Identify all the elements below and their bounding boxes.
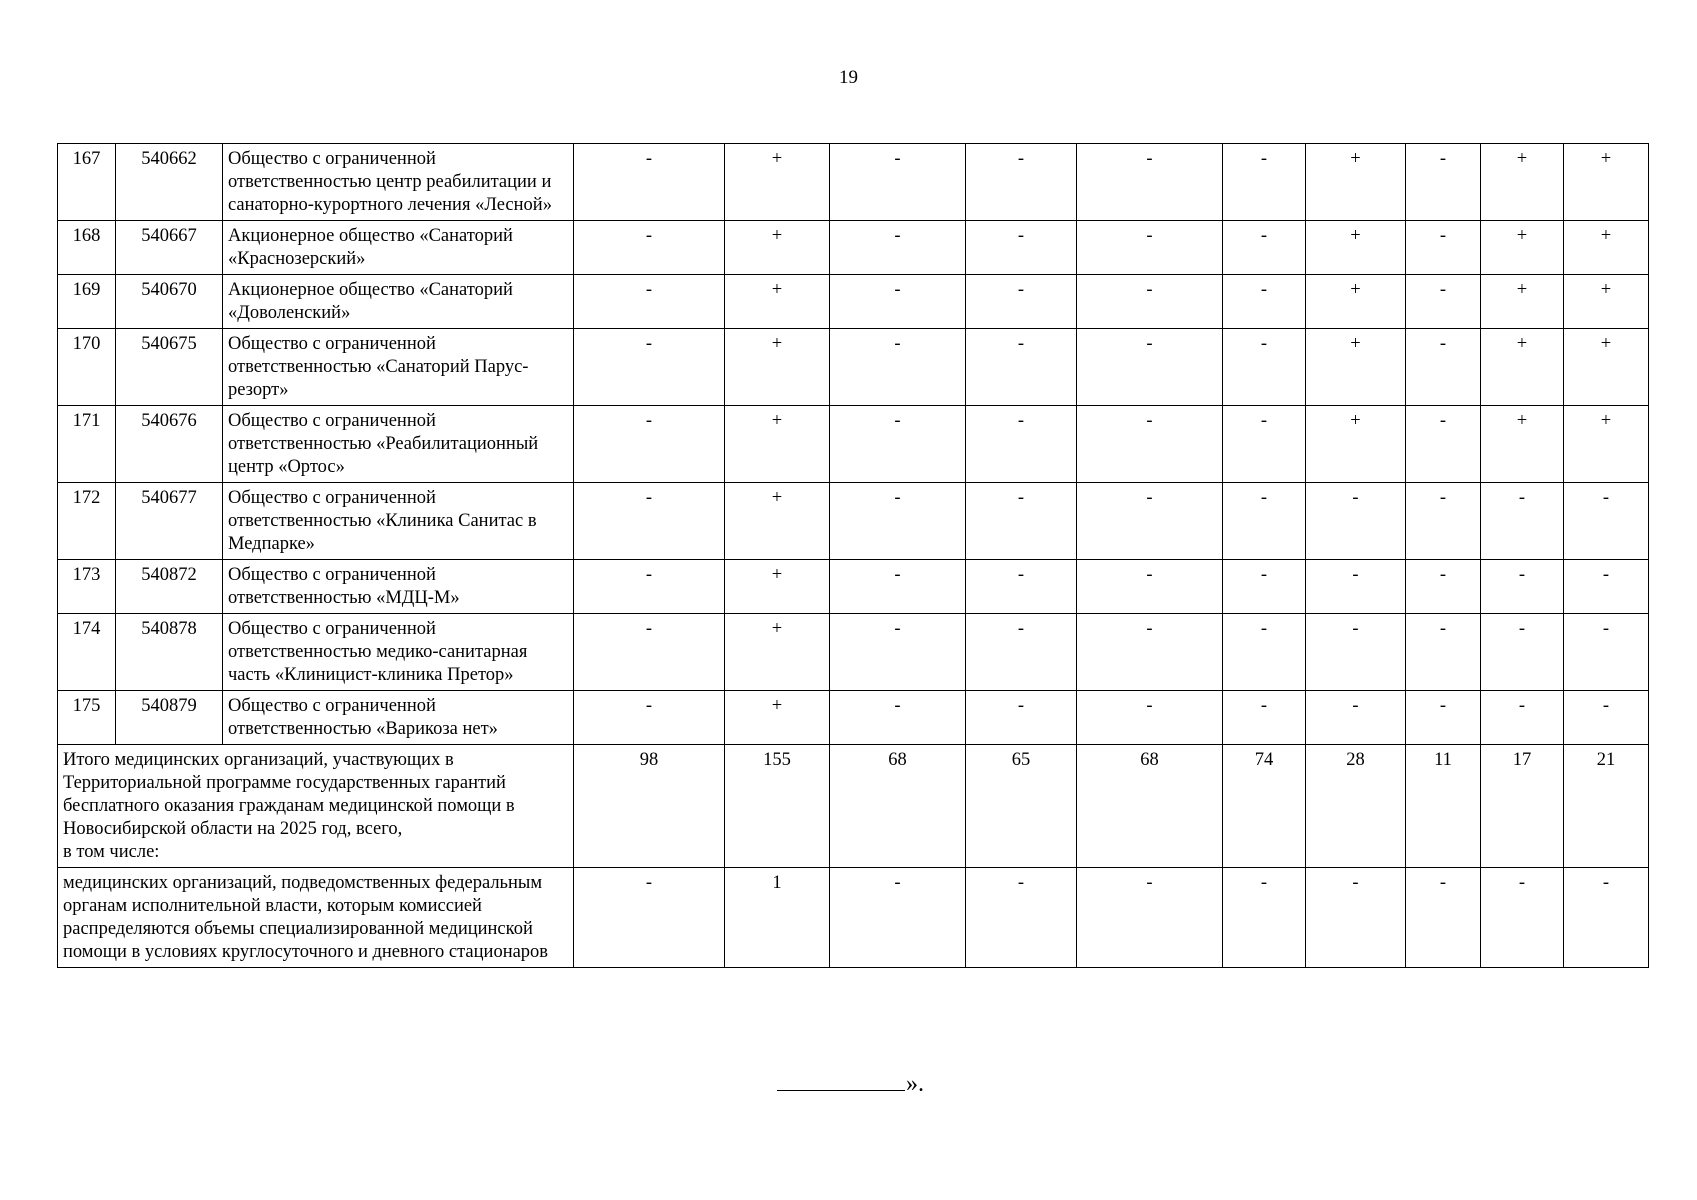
participation-mark: + [1481,144,1564,221]
participation-mark: - [1481,614,1564,691]
organization-name: Акционерное общество «Санаторий «Краснозерский» [223,221,574,275]
participation-mark: - [1306,691,1406,745]
table-body [58,144,1649,968]
participation-mark: - [1077,614,1223,691]
participation-mark: + [1564,406,1649,483]
participation-mark: - [1406,691,1481,745]
participation-mark: - [1077,144,1223,221]
organization-name: Акционерное общество «Санаторий «Доволенский» [223,275,574,329]
table-row [58,275,1649,329]
total-label-line: Новосибирской области на 2025 год, всего, [63,819,403,839]
participation-mark: - [574,144,725,221]
participation-mark: - [574,221,725,275]
participation-mark: - [1406,614,1481,691]
row-number: 168 [58,221,116,275]
participation-mark: - [966,221,1077,275]
participation-mark: - [1077,483,1223,560]
row-number: 173 [58,560,116,614]
participation-mark: - [966,329,1077,406]
participation-mark: - [830,221,966,275]
participation-mark: - [1481,483,1564,560]
participation-mark: - [830,406,966,483]
federal-value: - [1077,868,1223,968]
participation-mark: - [830,614,966,691]
organization-name: Общество с ограниченной ответственностью «МДЦ-М» [223,560,574,614]
participation-mark: - [966,614,1077,691]
participation-mark: - [574,406,725,483]
federal-value: - [1406,868,1481,968]
federal-value: - [966,868,1077,968]
federal-value: - [1223,868,1306,968]
table-row [58,144,1649,221]
total-value: 68 [1077,745,1223,868]
federal-value: - [1564,868,1649,968]
page-number: 19 [839,67,858,88]
total-value: 17 [1481,745,1564,868]
participation-mark: + [725,144,830,221]
participation-mark: - [574,329,725,406]
participation-mark: + [725,691,830,745]
participation-mark: - [1223,275,1306,329]
total-label-line: Итого медицинских организаций, участвующих в [63,750,454,770]
row-number: 169 [58,275,116,329]
total-value: 68 [830,745,966,868]
organization-code: 540677 [116,483,223,560]
table-row [58,406,1649,483]
table-row [58,483,1649,560]
participation-mark: - [1223,144,1306,221]
total-value: 21 [1564,745,1649,868]
organization-name: Общество с ограниченной ответственностью «Клиника Санитас в Медпарке» [223,483,574,560]
signature-blank-line [777,1066,905,1091]
federal-label-line: органам исполнительной власти, которым комиссией [63,896,482,916]
participation-mark: + [725,221,830,275]
federal-value: - [574,868,725,968]
federal-value: 1 [725,868,830,968]
participation-mark: - [1306,560,1406,614]
participation-mark: - [966,691,1077,745]
participation-mark: + [725,560,830,614]
participation-mark: + [725,483,830,560]
federal-value: - [1306,868,1406,968]
participation-mark: - [966,275,1077,329]
organization-code: 540662 [116,144,223,221]
participation-mark: - [1564,614,1649,691]
total-value: 74 [1223,745,1306,868]
table-row [58,221,1649,275]
participation-mark: - [1406,406,1481,483]
organization-name: Общество с ограниченной ответственностью медико-санитарная часть «Клиницист-клиника Претор» [223,614,574,691]
participation-mark: + [1481,221,1564,275]
participation-mark: - [1077,560,1223,614]
participation-mark: - [574,691,725,745]
total-value: 98 [574,745,725,868]
participation-mark: - [830,144,966,221]
federal-value: - [830,868,966,968]
participation-mark: - [830,560,966,614]
organization-name: Общество с ограниченной ответственностью центр реабилитации и санаторно-курортного лечения «Лесной» [223,144,574,221]
participation-mark: - [1406,221,1481,275]
organization-code: 540675 [116,329,223,406]
table-row [58,560,1649,614]
participation-mark: - [1564,560,1649,614]
federal-label-line: медицинских организаций, подведомственных федеральным [63,873,543,893]
participation-mark: - [1077,275,1223,329]
row-number: 172 [58,483,116,560]
total-value: 28 [1306,745,1406,868]
participation-mark: - [1223,483,1306,560]
participation-mark: - [1406,329,1481,406]
organization-name: Общество с ограниченной ответственностью «Санаторий Парус-резорт» [223,329,574,406]
participation-mark: - [1223,614,1306,691]
row-number: 167 [58,144,116,221]
participation-mark: - [574,483,725,560]
participation-mark: + [1564,221,1649,275]
participation-mark: - [1564,483,1649,560]
participation-mark: - [574,560,725,614]
table-row [58,691,1649,745]
total-label-line: Территориальной программе государственных гарантий [63,773,506,793]
participation-mark: - [1223,560,1306,614]
organization-code: 540878 [116,614,223,691]
participation-mark: - [1306,483,1406,560]
participation-mark: + [725,329,830,406]
total-value: 11 [1406,745,1481,868]
row-number: 175 [58,691,116,745]
organization-code: 540872 [116,560,223,614]
total-row [58,745,1649,868]
participation-mark: - [830,483,966,560]
total-value: 155 [725,745,830,868]
row-number: 171 [58,406,116,483]
participation-mark: - [1223,329,1306,406]
organization-code: 540879 [116,691,223,745]
participation-mark: - [1406,144,1481,221]
row-number: 174 [58,614,116,691]
participation-mark: + [1564,144,1649,221]
federal-label [58,868,574,968]
participation-mark: + [1481,275,1564,329]
participation-mark: - [1077,329,1223,406]
participation-mark: - [830,691,966,745]
organizations-table [57,143,1649,968]
participation-mark: + [1306,144,1406,221]
federal-label-line: помощи в условиях круглосуточного и дневного стационаров [63,942,549,962]
organization-code: 540670 [116,275,223,329]
participation-mark: + [1306,275,1406,329]
participation-mark: - [1406,560,1481,614]
participation-mark: + [1564,275,1649,329]
participation-mark: + [1306,221,1406,275]
participation-mark: - [1223,221,1306,275]
participation-mark: - [1223,406,1306,483]
participation-mark: + [725,614,830,691]
participation-mark: - [830,275,966,329]
participation-mark: - [574,275,725,329]
participation-mark: + [1564,329,1649,406]
total-label-line: в том числе: [63,842,160,862]
total-value: 65 [966,745,1077,868]
participation-mark: - [966,144,1077,221]
organization-code: 540667 [116,221,223,275]
participation-mark: + [1306,329,1406,406]
participation-mark: + [725,275,830,329]
participation-mark: - [1223,691,1306,745]
organization-name: Общество с ограниченной ответственностью «Варикоза нет» [223,691,574,745]
federal-row [58,868,1649,968]
participation-mark: - [1077,221,1223,275]
participation-mark: - [1406,483,1481,560]
organization-name: Общество с ограниченной ответственностью «Реабилитационный центр «Ортос» [223,406,574,483]
participation-mark: - [1406,275,1481,329]
participation-mark: - [1481,560,1564,614]
total-label [58,745,574,868]
closing-quote: ». [906,1071,924,1097]
participation-mark: + [1481,329,1564,406]
participation-mark: - [1564,691,1649,745]
participation-mark: - [1077,406,1223,483]
federal-label-line: распределяются объемы специализированной медицинской [63,919,533,939]
table-row [58,329,1649,406]
total-label-line: бесплатного оказания гражданам медицинской помощи в [63,796,515,816]
participation-mark: - [830,329,966,406]
participation-mark: - [1306,614,1406,691]
participation-mark: + [1306,406,1406,483]
organization-code: 540676 [116,406,223,483]
table-row [58,614,1649,691]
participation-mark: - [1077,691,1223,745]
federal-value: - [1481,868,1564,968]
participation-mark: - [966,560,1077,614]
participation-mark: - [574,614,725,691]
closing-mark [777,1066,924,1099]
participation-mark: - [1481,691,1564,745]
participation-mark: + [1481,406,1564,483]
row-number: 170 [58,329,116,406]
participation-mark: - [966,483,1077,560]
participation-mark: + [725,406,830,483]
participation-mark: - [966,406,1077,483]
